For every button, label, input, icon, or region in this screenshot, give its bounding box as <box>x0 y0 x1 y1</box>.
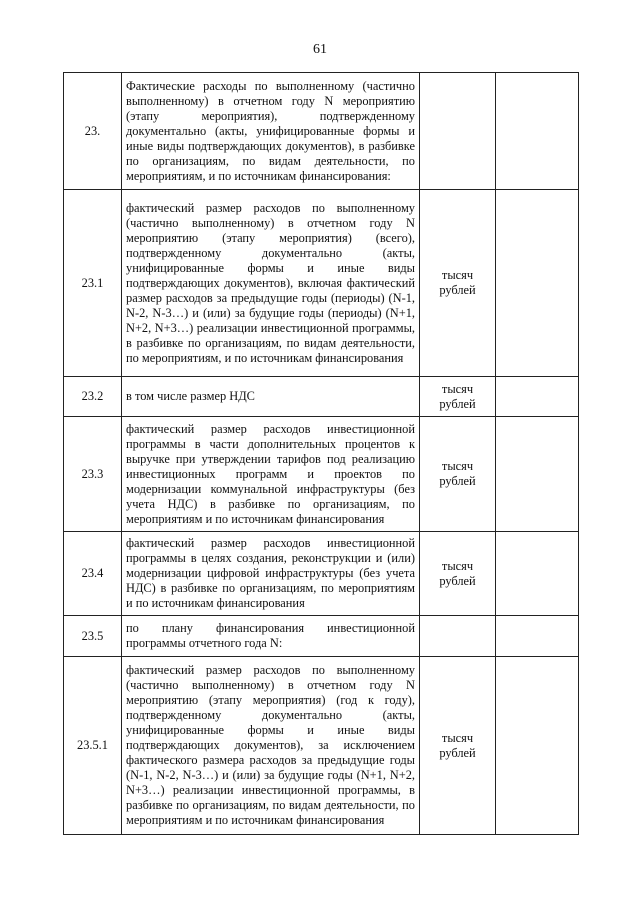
row-description: в том числе размер НДС <box>122 377 420 417</box>
row-unit: тысяч рублей <box>420 190 496 377</box>
row-description: фактический размер расходов по выполненному (частично выполненному) в отчетном году N мероприятию (этапу мероприятия) (всего), подтвержденному документально (акты, унифицированные формы и иные виды подтверждающих документов), включая фактический размер расходов за предыдущие годы (периоды) (N-1, N-2, N-3…) и (или) за будущие годы (периоды) (N+1, N+2, N+3…) реализации инвестиционной программы, в разбивке по организациям, по видам деятельности, по мероприятиям, и по источникам финансирования <box>122 190 420 377</box>
row-number: 23.5 <box>64 616 122 657</box>
row-value <box>496 73 579 190</box>
row-value <box>496 190 579 377</box>
row-description: Фактические расходы по выполненному (частично выполненному) в отчетном году N мероприятию (этапу мероприятия), подтвержденному документально (акты, унифицированные формы и иные виды подтверждающих документов), в разбивке по организациям, по видам деятельности, по мероприятиям, и по источникам финансирования: <box>122 73 420 190</box>
row-description: фактический размер расходов инвестиционной программы в целях создания, реконструкции и (или) модернизации цифровой инфраструктуры (без учета НДС) в разбивке по организациям, по мероприятиям и по источникам финансирования <box>122 532 420 616</box>
row-value <box>496 377 579 417</box>
table-row <box>64 532 579 616</box>
row-description: фактический размер расходов инвестиционной программы в части дополнительных процентов к выручке при утверждении тарифов под реализацию инвестиционных программ и проектов по модернизации коммунальной инфраструктуры (без учета НДС) в разбивке по организациям, по мероприятиям и по источникам финансирования <box>122 417 420 532</box>
requirements-table <box>63 72 579 835</box>
row-unit <box>420 73 496 190</box>
table-row <box>64 190 579 377</box>
row-number: 23.5.1 <box>64 657 122 835</box>
row-unit: тысяч рублей <box>420 657 496 835</box>
table-row <box>64 657 579 835</box>
row-unit: тысяч рублей <box>420 377 496 417</box>
row-unit: тысяч рублей <box>420 532 496 616</box>
table-row <box>64 616 579 657</box>
row-number: 23.4 <box>64 532 122 616</box>
row-number: 23.1 <box>64 190 122 377</box>
row-unit <box>420 616 496 657</box>
row-number: 23.2 <box>64 377 122 417</box>
row-value <box>496 417 579 532</box>
table-row <box>64 73 579 190</box>
row-value <box>496 657 579 835</box>
row-description: фактический размер расходов по выполненному (частично выполненному) в отчетном году N мероприятию (этапу мероприятия) (год к году), подтвержденному документально (акты, унифицированные формы и иные виды подтверждающих документов), за исключением фактического размера расходов за предыдущие годы (N-1, N-2, N-3…) и (или) за будущие годы (N+1, N+2, N+3…) реализации инвестиционной программы, в разбивке по организациям, по видам деятельности, по мероприятиям и по источникам финансирования <box>122 657 420 835</box>
table-row <box>64 417 579 532</box>
table-row <box>64 377 579 417</box>
page-number: 61 <box>313 42 327 57</box>
row-number: 23. <box>64 73 122 190</box>
row-description: по плану финансирования инвестиционной программы отчетного года N: <box>122 616 420 657</box>
row-value <box>496 616 579 657</box>
row-unit: тысяч рублей <box>420 417 496 532</box>
row-value <box>496 532 579 616</box>
row-number: 23.3 <box>64 417 122 532</box>
